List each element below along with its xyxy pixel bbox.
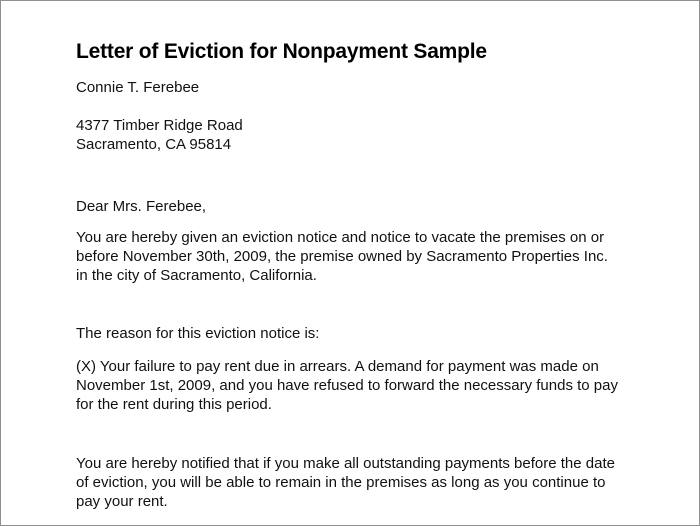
- reason-paragraph: [76, 357, 636, 414]
- reason-intro: The reason for this eviction notice is:: [76, 325, 320, 342]
- notice-paragraph-line: before November 30th, 2009, the premise owned by Sacramento Properties Inc.: [76, 248, 608, 265]
- notice-paragraph: [76, 228, 636, 285]
- closing-paragraph-line: of eviction, you will be able to remain in the premises as long as you continue to: [76, 474, 606, 491]
- recipient-address: [76, 116, 636, 154]
- closing-paragraph-line: You are hereby notified that if you make all outstanding payments before the date: [76, 455, 615, 472]
- address-street: 4377 Timber Ridge Road: [76, 117, 243, 134]
- reason-paragraph-line: (X) Your failure to pay rent due in arrears. A demand for payment was made on: [76, 358, 599, 375]
- document-title: Letter of Eviction for Nonpayment Sample: [76, 40, 487, 63]
- recipient-name: Connie T. Ferebee: [76, 79, 200, 96]
- closing-paragraph-line: pay your rent.: [76, 493, 168, 510]
- notice-paragraph-line: You are hereby given an eviction notice and notice to vacate the premises on or: [76, 229, 605, 246]
- closing-paragraph: [76, 454, 636, 511]
- reason-paragraph-line: November 1st, 2009, and you have refused to forward the necessary funds to pay: [76, 377, 618, 394]
- reason-paragraph-line: for the rent during this period.: [76, 396, 272, 413]
- letter-body: [76, 39, 636, 511]
- address-city-state-zip: Sacramento, CA 95814: [76, 136, 232, 153]
- notice-paragraph-line: in the city of Sacramento, California.: [76, 267, 317, 284]
- salutation: Dear Mrs. Ferebee,: [76, 198, 207, 215]
